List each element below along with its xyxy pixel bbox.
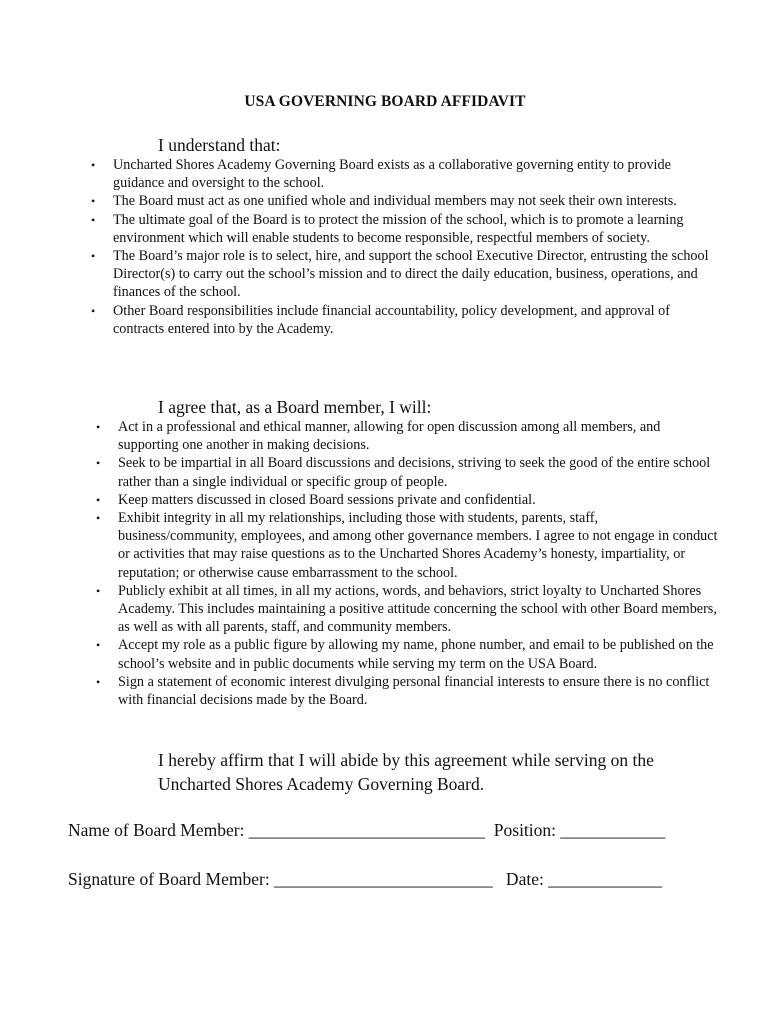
bullet-icon: •: [91, 158, 96, 172]
bullet-icon: •: [96, 638, 101, 653]
understand-heading: I understand that:: [158, 135, 281, 155]
list-item: [96, 491, 718, 509]
signature-date-line[interactable]: Signature of Board Member: _________________________ Date: _____________: [68, 869, 662, 889]
bullet-icon: •: [96, 492, 101, 507]
list-item-text: Other Board responsibilities include financial accountability, policy development, and approval of contracts entered into by the Academy.: [113, 302, 670, 337]
bullet-icon: •: [96, 456, 101, 471]
bullet-icon: •: [91, 212, 96, 227]
affirmation-statement: I hereby affirm that I will abide by this agreement while serving on the Uncharted Shores Academy Governing Board.: [158, 750, 654, 794]
list-item-text: The ultimate goal of the Board is to protect the mission of the school, which is to promote a learning environment which will enable students to become responsible, respectful members of society.: [113, 211, 684, 246]
list-item: [91, 192, 713, 210]
list-item-text: Publicly exhibit at all times, in all my actions, words, and behaviors, strict loyalty to Uncharted Shores Academy. This includes maintaining a positive attitude concerning the school with other Board members, as well as with all parents, staff, and community members.: [118, 582, 717, 636]
agree-heading: I agree that, as a Board member, I will:: [158, 397, 432, 417]
list-item: [96, 454, 718, 490]
bullet-icon: •: [91, 249, 96, 264]
list-item: [96, 636, 718, 672]
list-item: [91, 156, 713, 192]
name-position-line[interactable]: Name of Board Member: ___________________________ Position: ____________: [68, 820, 666, 840]
list-item-text: The Board must act as one unified whole and individual members may not seek their own interests.: [113, 193, 677, 210]
list-item: [91, 247, 713, 302]
list-item: [96, 509, 718, 582]
document-title: USA GOVERNING BOARD AFFIDAVIT: [244, 93, 526, 110]
bullet-icon: •: [91, 303, 96, 318]
list-item: [96, 582, 718, 637]
bullet-icon: •: [96, 583, 101, 598]
list-item: [91, 302, 713, 338]
list-item-text: Sign a statement of economic interest divulging personal financial interests to ensure there is no conflict with financial decisions made by the Board.: [118, 673, 710, 709]
understand-list: [91, 156, 713, 338]
bullet-icon: •: [96, 674, 101, 689]
list-item-text: Accept my role as a public figure by allowing my name, phone number, and email to be published on the school’s website and in public documents while serving my term on the USA Board.: [118, 637, 714, 672]
list-item-text: Act in a professional and ethical manner, allowing for open discussion among all members, and supporting one another in making decisions.: [118, 419, 661, 454]
list-item: [91, 211, 713, 247]
list-item-text: Uncharted Shores Academy Governing Board exists as a collaborative governing entity to provide guidance and oversight to the school.: [113, 157, 671, 192]
list-item-text: Seek to be impartial in all Board discussions and decisions, striving to seek the good of the entire school rather than a single individual or specific group of people.: [118, 455, 711, 490]
bullet-icon: •: [91, 194, 96, 209]
list-item: [96, 673, 718, 709]
list-item-text: Exhibit integrity in all my relationships, including those with students, parents, staff, business/community, employees, and among other governance members. I agree to not engage in conduct or activities that may raise questions as to the Uncharted Shores Academy’s honesty, impartiality, or reputation; or otherwise cause embarrassment to the school.: [118, 510, 718, 581]
list-item-text: Keep matters discussed in closed Board sessions private and confidential.: [118, 491, 536, 508]
bullet-icon: •: [96, 420, 101, 434]
list-item-text: The Board’s major role is to select, hire, and support the school Executive Director, entrusting the school Director(s) to carry out the school’s mission and to direct the daily education, business, operations, and finances of the school.: [113, 248, 709, 301]
agree-list: [96, 418, 718, 709]
list-item: [96, 418, 718, 454]
bullet-icon: •: [96, 511, 101, 526]
